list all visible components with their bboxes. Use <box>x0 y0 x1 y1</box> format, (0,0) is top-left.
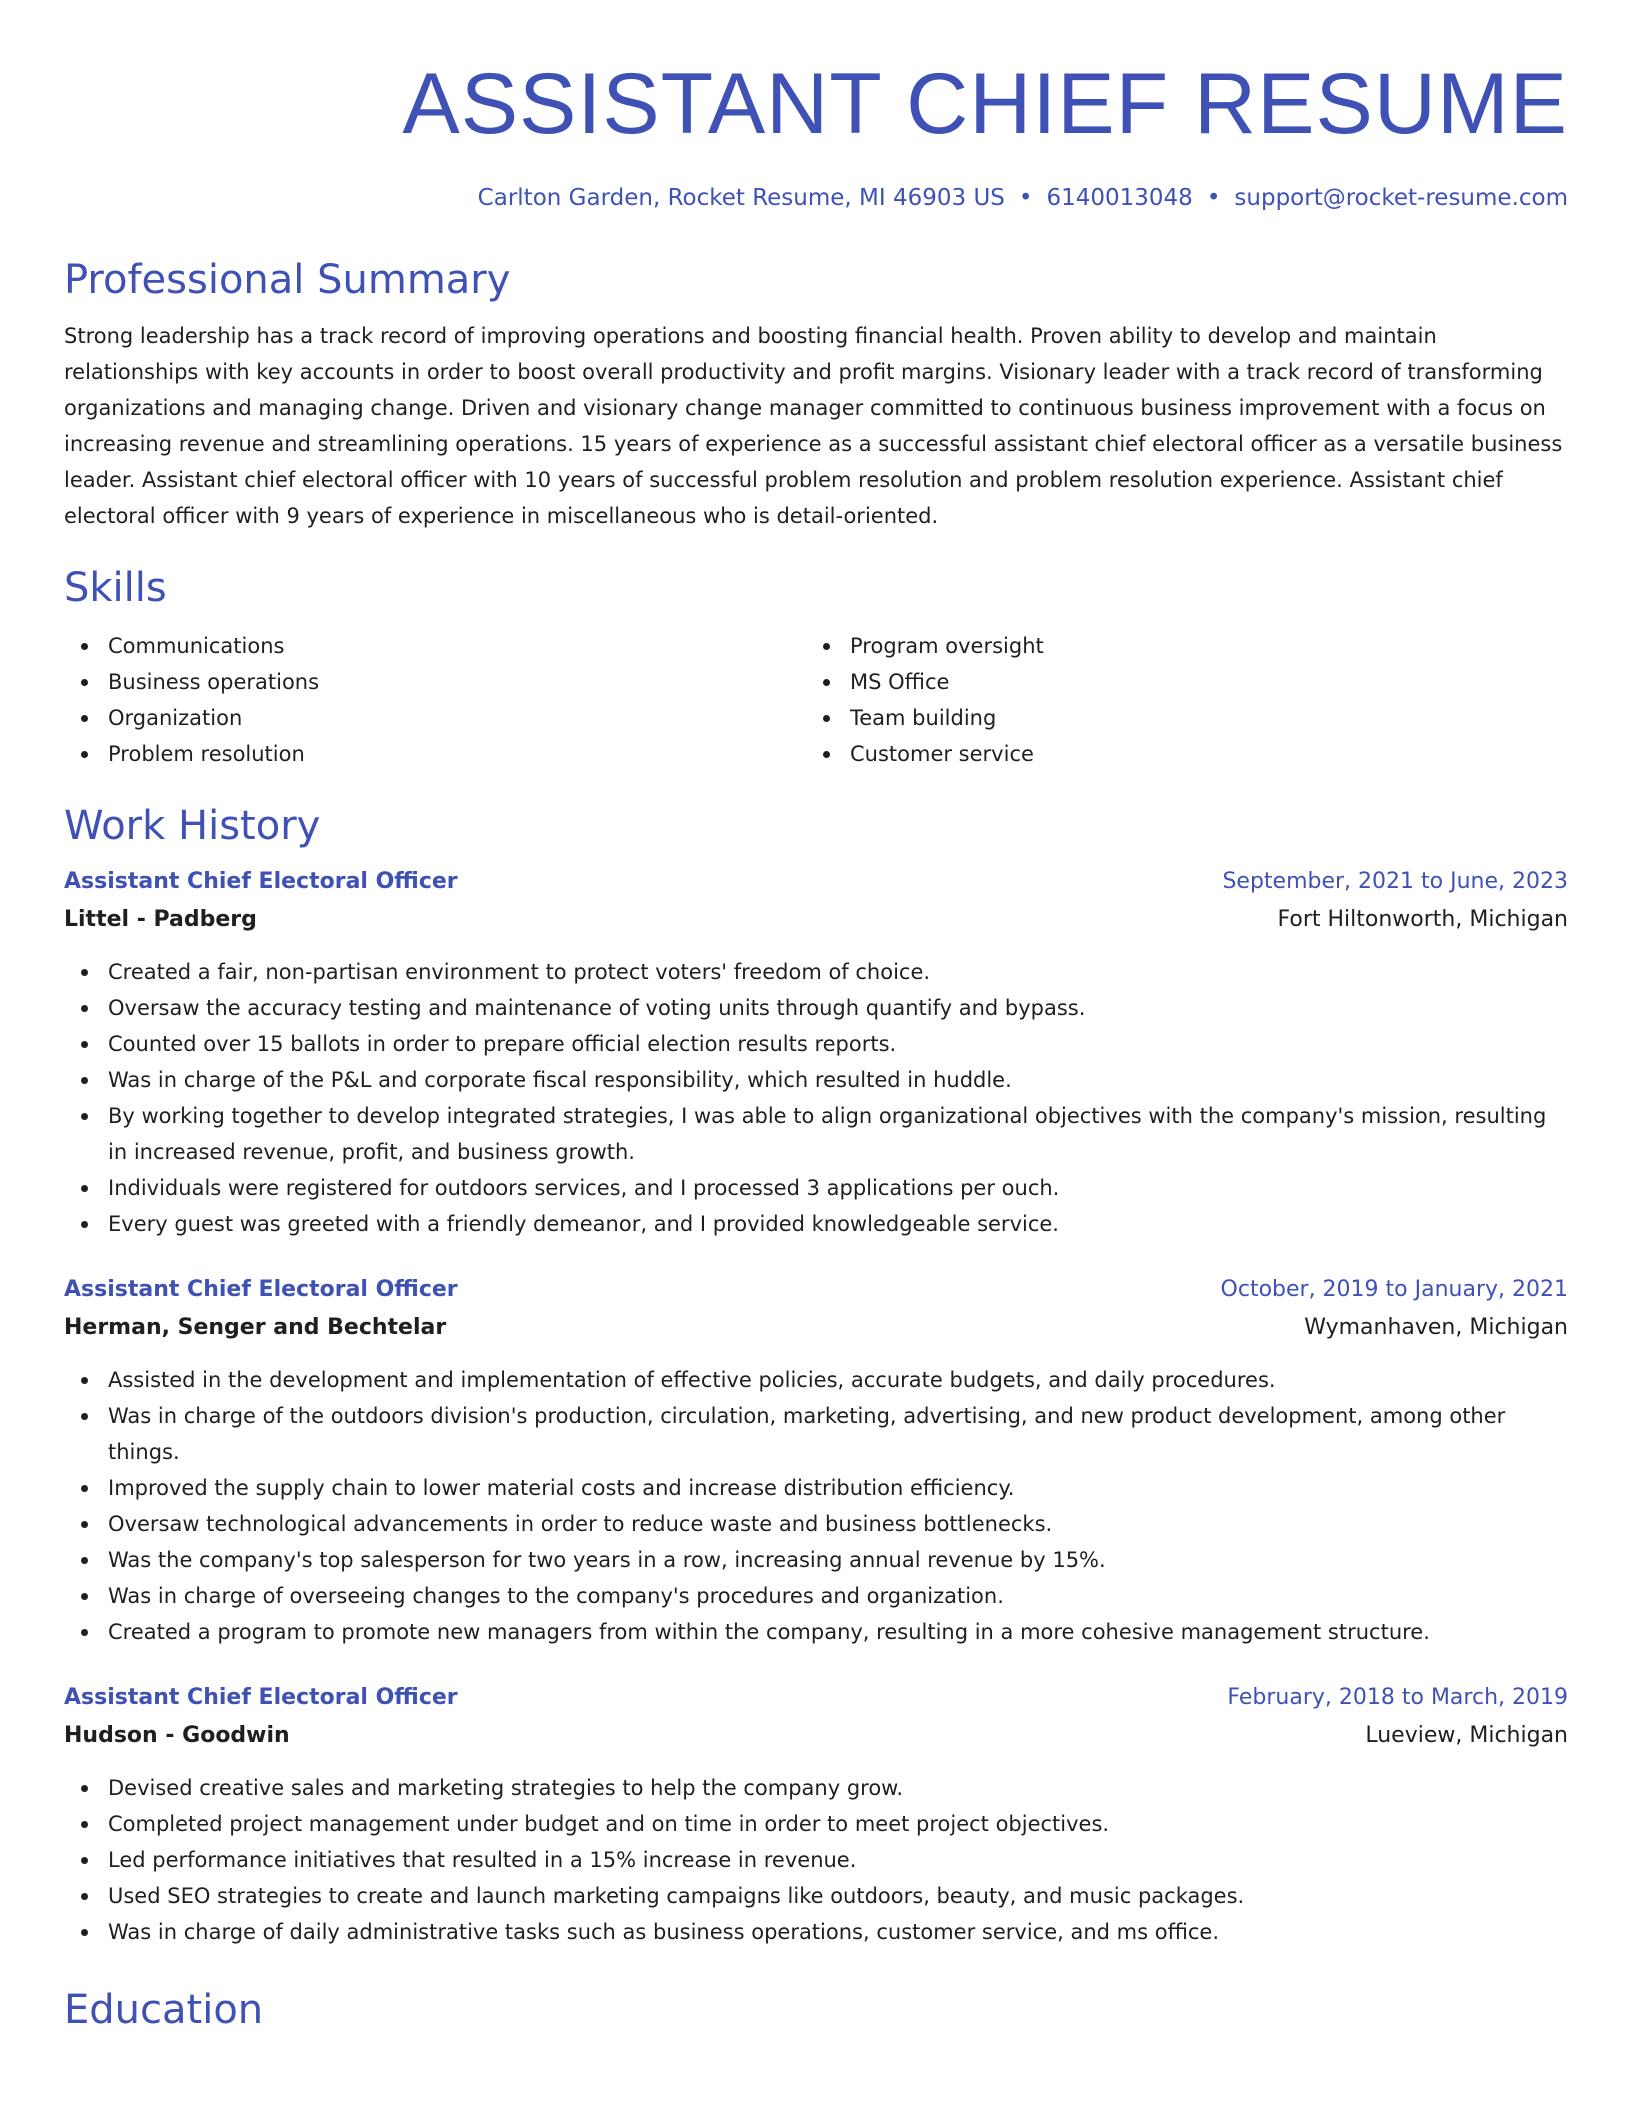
job-bullet: Was in charge of the outdoors division's production, circulation, marketing, advertising, and new product development, among other things. <box>64 1398 1568 1470</box>
job-dates: September, 2021 to June, 2023 <box>1222 869 1568 894</box>
job-location: Fort Hiltonworth, Michigan <box>1277 907 1568 932</box>
job-entry <box>64 864 1568 1242</box>
job-bullet: Counted over 15 ballots in order to prepare official election results reports. <box>64 1026 1568 1062</box>
job-bullet: Oversaw technological advancements in order to reduce waste and business bottlenecks. <box>64 1506 1568 1542</box>
job-company: Hudson - Goodwin <box>64 1723 290 1748</box>
job-bullet: Created a program to promote new managers from within the company, resulting in a more cohesive management structure. <box>64 1614 1568 1650</box>
skills-column-right <box>806 628 1548 772</box>
job-bullet: Completed project management under budget and on time in order to meet project objectives. <box>64 1806 1568 1842</box>
job-bullets <box>64 1770 1568 1950</box>
job-bullets <box>64 954 1568 1242</box>
job-location: Wymanhaven, Michigan <box>1304 1315 1568 1340</box>
contact-phone[interactable]: 6140013048 <box>1046 185 1193 211</box>
contact-line <box>64 182 1568 214</box>
skill-item: Program oversight <box>806 628 1548 664</box>
job-company: Herman, Senger and Bechtelar <box>64 1315 447 1340</box>
contact-email[interactable]: support@rocket-resume.com <box>1234 185 1568 211</box>
contact-separator: • <box>1206 185 1221 211</box>
job-bullet: By working together to develop integrated strategies, I was able to align organizational objectives with the company's mission, resulting in increased revenue, profit, and business growth. <box>64 1098 1568 1170</box>
job-bullet: Was in charge of the P&L and corporate fiscal responsibility, which resulted in huddle. <box>64 1062 1568 1098</box>
job-bullet: Improved the supply chain to lower material costs and increase distribution efficiency. <box>64 1470 1568 1506</box>
job-bullet: Was in charge of overseeing changes to the company's procedures and organization. <box>64 1578 1568 1614</box>
job-bullet: Led performance initiatives that resulted in a 15% increase in revenue. <box>64 1842 1568 1878</box>
job-bullet: Every guest was greeted with a friendly demeanor, and I provided knowledgeable service. <box>64 1206 1568 1242</box>
summary-text: Strong leadership has a track record of improving operations and boosting financial health. Proven ability to develop and maintain relationships with key accounts in order to boost overall productivity and profit margins. Visionary leader with a track record of transforming organizations and managing change. Driven and visionary change manager committed to continuous business improvement with a focus on increasing revenue and streamlining operations. 15 years of experience as a successful assistant chief electoral officer as a versatile business leader. Assistant chief electoral officer with 10 years of successful problem resolution and problem resolution experience. Assistant chief electoral officer with 9 years of experience in miscellaneous who is detail-oriented. <box>64 324 1563 528</box>
skill-item: Customer service <box>806 736 1548 772</box>
skill-item: Organization <box>64 700 806 736</box>
skill-item: MS Office <box>806 664 1548 700</box>
skills-list <box>64 628 1568 772</box>
job-entry <box>64 1272 1568 1650</box>
job-dates: February, 2018 to March, 2019 <box>1227 1685 1568 1710</box>
job-dates: October, 2019 to January, 2021 <box>1220 1277 1568 1302</box>
contact-separator: • <box>1018 185 1033 211</box>
job-title: Assistant Chief Electoral Officer <box>64 1685 458 1710</box>
job-bullet: Oversaw the accuracy testing and maintenance of voting units through quantify and bypass. <box>64 990 1568 1026</box>
job-bullets <box>64 1362 1568 1650</box>
skills-column-left <box>64 628 806 772</box>
job-bullet: Assisted in the development and implementation of effective policies, accurate budgets, and daily procedures. <box>64 1362 1568 1398</box>
summary-heading: Professional Summary <box>64 257 511 303</box>
resume-page <box>64 0 1568 2034</box>
job-bullet: Individuals were registered for outdoors services, and I processed 3 applications per ouch. <box>64 1170 1568 1206</box>
job-entry <box>64 1680 1568 1950</box>
job-bullet: Was the company's top salesperson for two years in a row, increasing annual revenue by 15%. <box>64 1542 1568 1578</box>
work-history-heading: Work History <box>64 803 321 849</box>
job-title: Assistant Chief Electoral Officer <box>64 869 458 894</box>
skill-item: Business operations <box>64 664 806 700</box>
job-bullet: Devised creative sales and marketing strategies to help the company grow. <box>64 1770 1568 1806</box>
job-location: Lueview, Michigan <box>1365 1723 1568 1748</box>
resume-title: ASSISTANT CHIEF RESUME <box>402 56 1568 152</box>
job-title: Assistant Chief Electoral Officer <box>64 1277 458 1302</box>
skills-heading: Skills <box>64 565 167 611</box>
job-bullet: Was in charge of daily administrative tasks such as business operations, customer service, and ms office. <box>64 1914 1568 1950</box>
education-heading: Education <box>64 1987 264 2033</box>
skill-item: Team building <box>806 700 1548 736</box>
skill-item: Problem resolution <box>64 736 806 772</box>
skill-item: Communications <box>64 628 806 664</box>
job-company: Littel - Padberg <box>64 907 257 932</box>
job-bullet: Used SEO strategies to create and launch marketing campaigns like outdoors, beauty, and music packages. <box>64 1878 1568 1914</box>
job-bullet: Created a fair, non-partisan environment to protect voters' freedom of choice. <box>64 954 1568 990</box>
contact-address: Carlton Garden, Rocket Resume, MI 46903 US <box>477 185 1005 211</box>
